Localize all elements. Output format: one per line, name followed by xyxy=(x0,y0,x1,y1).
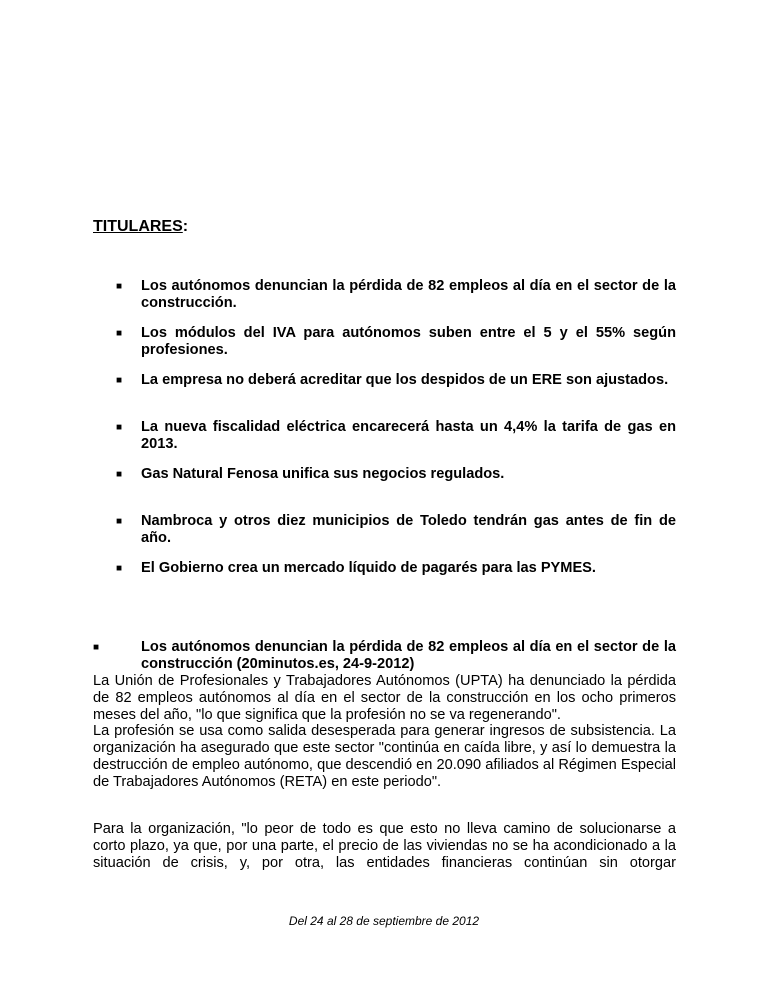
headline-item: ■ El Gobierno crea un mercado líquido de pagarés para las PYMES. xyxy=(116,560,596,576)
headline-item: ■ Los módulos del IVA para autónomos suben entre el 5 y el 55% según profesiones. xyxy=(116,325,676,358)
article-paragraph: La profesión se usa como salida desesperada para generar ingresos de subsistencia. La organización ha asegurado que este sector "continúa en caída libre, y así lo demuestra la destrucción de empleo autónomo, que descendió en 20.090 afiliados al Régimen Especial de Trabajadores Autónomos (RETA) en este periodo". xyxy=(93,723,676,790)
headline-item: ■ Los autónomos denuncian la pérdida de 82 empleos al día en el sector de la construcción. xyxy=(116,278,676,311)
bullet-icon: ■ xyxy=(116,422,123,433)
page-title: TITULARES: xyxy=(93,218,189,235)
headline-item: ■ Nambroca y otros diez municipios de Toledo tendrán gas antes de fin de año. xyxy=(116,513,676,546)
bullet-icon: ■ xyxy=(116,563,123,574)
bullet-icon: ■ xyxy=(116,516,123,527)
bullet-icon: ■ xyxy=(116,328,123,339)
headline-item: ■ La empresa no deberá acreditar que los despidos de un ERE son ajustados. xyxy=(116,372,669,388)
bullet-icon: ■ xyxy=(116,469,123,480)
bullet-icon: ■ xyxy=(116,281,123,292)
article-paragraph: Para la organización, "lo peor de todo es que esto no lleva camino de solucionarse a corto plazo, ya que, por una parte, el precio de las viviendas no se ha acondicionado a la situación de crisis, y, por otra, las entidades financieras continúan sin otorgar xyxy=(93,821,676,871)
bullet-icon: ■ xyxy=(93,642,100,653)
headline-item: ■ La nueva fiscalidad eléctrica encarecerá hasta un 4,4% la tarifa de gas en 2013. xyxy=(116,419,676,452)
page-footer: Del 24 al 28 de septiembre de 2012 xyxy=(288,914,480,928)
bullet-icon: ■ xyxy=(116,375,123,386)
article-heading: ■ Los autónomos denuncian la pérdida de 82 empleos al día en el sector de la construcción (20minutos.es, 24-9-2012) xyxy=(93,639,676,672)
article-paragraph: La Unión de Profesionales y Trabajadores Autónomos (UPTA) ha denunciado la pérdida de 82 empleos autónomos al día en el sector de la construcción en los ocho primeros meses del año, "lo que significa que la profesión no se va regenerando". xyxy=(93,673,676,723)
headline-item: ■ Gas Natural Fenosa unifica sus negocios regulados. xyxy=(116,466,505,482)
